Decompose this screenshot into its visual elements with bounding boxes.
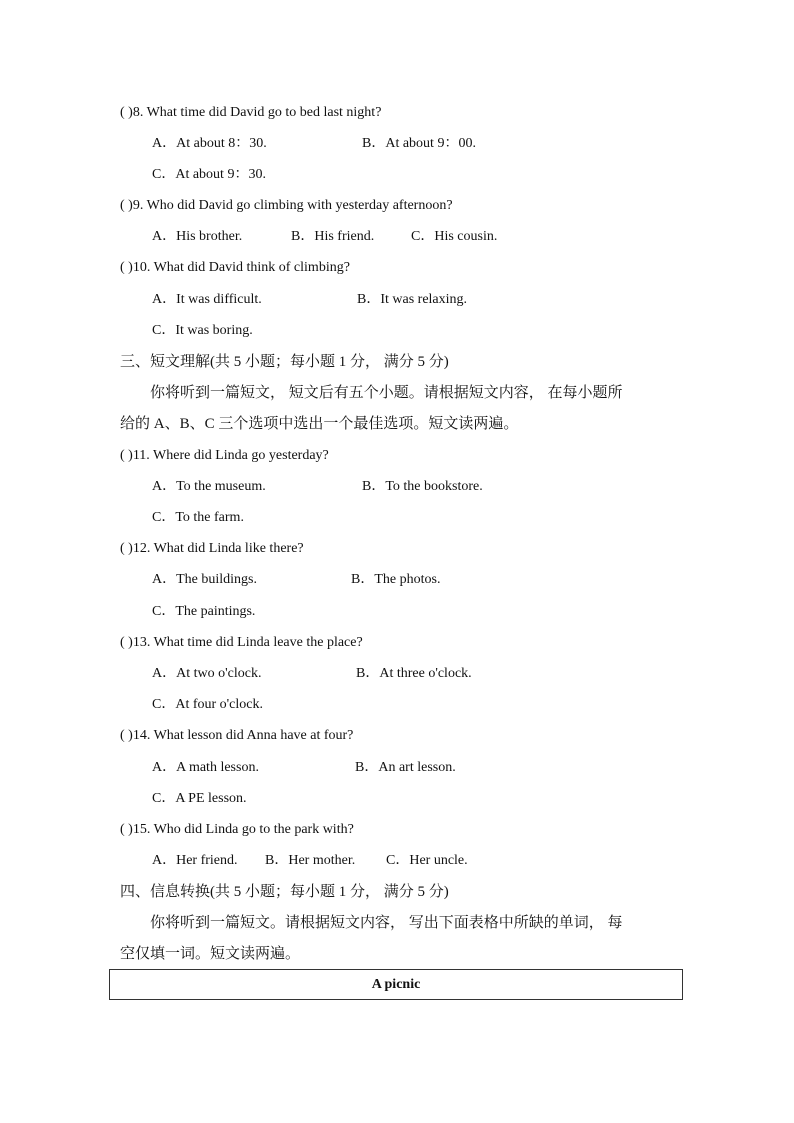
section-4-instructions-line-1: 你将听到一篇短文。请根据短文内容， 写出下面表格中所缺的单词， 每 bbox=[150, 915, 623, 931]
question-12-option-b: B．The photos. bbox=[351, 572, 441, 587]
question-12-option-c: C．The paintings. bbox=[152, 604, 256, 619]
question-10-stem: ( )10. What did David think of climbing? bbox=[120, 260, 350, 275]
question-11-stem: ( )11. Where did Linda go yesterday? bbox=[120, 448, 329, 463]
question-12-option-a: A．The buildings. bbox=[152, 572, 257, 587]
section-4-instructions-line-2: 空仅填一词。短文读两遍。 bbox=[120, 946, 301, 962]
question-14-option-b: B．An art lesson. bbox=[355, 760, 456, 775]
question-14-option-c: C．A PE lesson. bbox=[152, 791, 247, 806]
question-15-stem: ( )15. Who did Linda go to the park with? bbox=[120, 822, 354, 837]
question-10-option-b: B．It was relaxing. bbox=[357, 292, 468, 307]
question-11-option-c: C．To the farm. bbox=[152, 510, 244, 525]
question-13-option-a: A．At two o'clock. bbox=[152, 666, 262, 681]
picnic-table-title: A picnic bbox=[371, 976, 421, 992]
question-10-option-c: C．It was boring. bbox=[152, 323, 253, 338]
question-13-stem: ( )13. What time did Linda leave the place? bbox=[120, 635, 363, 650]
question-10-option-a: A．It was difficult. bbox=[152, 292, 262, 307]
question-8-option-b: B．At about 9：00. bbox=[362, 136, 476, 151]
picnic-table-header bbox=[109, 969, 683, 1000]
question-15-option-a: A．Her friend. bbox=[152, 853, 238, 868]
question-13-option-c: C．At four o'clock. bbox=[152, 697, 264, 712]
question-8-option-c: C．At about 9：30. bbox=[152, 167, 266, 182]
question-11-option-a: A．To the museum. bbox=[152, 479, 266, 494]
question-15-option-c: C．Her uncle. bbox=[386, 853, 468, 868]
question-8-option-a: A．At about 8：30. bbox=[152, 136, 267, 151]
question-9-option-c: C．His cousin. bbox=[411, 229, 498, 244]
section-3-instructions-line-1: 你将听到一篇短文， 短文后有五个小题。请根据短文内容， 在每小题所 bbox=[150, 385, 623, 401]
question-14-option-a: A．A math lesson. bbox=[152, 760, 259, 775]
question-9-option-b: B．His friend. bbox=[291, 229, 375, 244]
question-11-option-b: B．To the bookstore. bbox=[362, 479, 483, 494]
section-3-title: 三、短文理解(共 5 小题；每小题 1 分， 满分 5 分) bbox=[120, 354, 449, 370]
question-15-option-b: B．Her mother. bbox=[265, 853, 356, 868]
question-14-stem: ( )14. What lesson did Anna have at four? bbox=[120, 728, 354, 743]
section-4-title: 四、信息转换(共 5 小题；每小题 1 分， 满分 5 分) bbox=[120, 884, 449, 900]
section-3-instructions-line-2: 给的 A、B、C 三个选项中选出一个最佳选项。短文读两遍。 bbox=[120, 416, 519, 432]
question-9-stem: ( )9. Who did David go climbing with yesterday afternoon? bbox=[120, 198, 453, 213]
question-8-stem: ( )8. What time did David go to bed last night? bbox=[120, 105, 382, 120]
question-12-stem: ( )12. What did Linda like there? bbox=[120, 541, 304, 556]
question-13-option-b: B．At three o'clock. bbox=[356, 666, 472, 681]
question-9-option-a: A．His brother. bbox=[152, 229, 243, 244]
